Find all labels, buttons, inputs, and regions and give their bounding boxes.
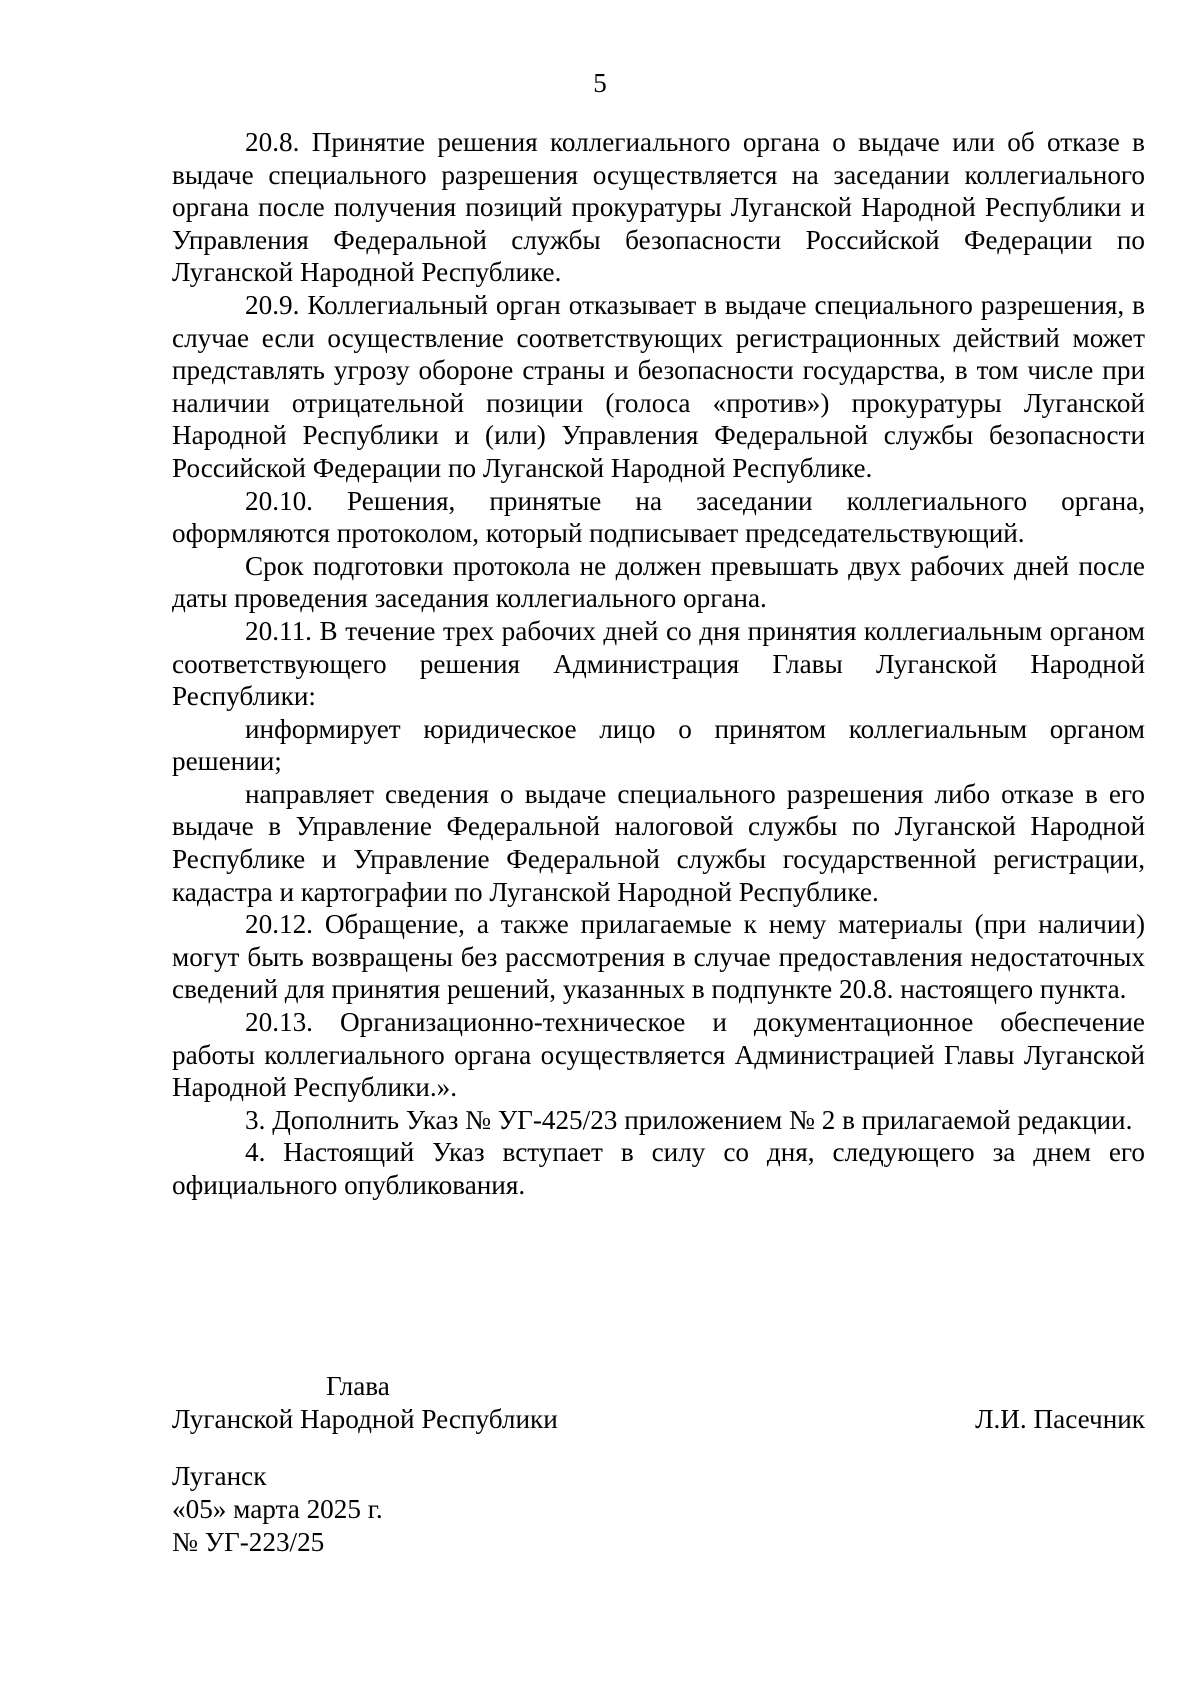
paragraph-informs: информирует юридическое лицо о принятом коллегиальным органом решении; xyxy=(172,713,1145,777)
footer-city: Луганск xyxy=(172,1461,267,1491)
paragraph-20-9: 20.9. Коллегиальный орган отказывает в выдаче специального разрешения, в случае если осуществление соответствующих регистрационных действий может представлять угрозу обороне страны и безопасности государства, в том числе при наличии отрицательной позиции (голоса «против») прокуратуры Луганской Народной Республики и (или) Управления Федеральной службы безопасности Российской Федерации по Луганской Народной Республике. xyxy=(172,289,1145,483)
signature-title-line1: Глава xyxy=(326,1371,390,1401)
signature-title-line2: Луганской Народной Республики xyxy=(172,1404,558,1434)
signatory-name: Л.И. Пасечник xyxy=(975,1404,1145,1434)
paragraph-protocol-deadline: Срок подготовки протокола не должен превышать двух рабочих дней после даты проведения заседания коллегиального органа. xyxy=(172,550,1145,614)
page-number: 5 xyxy=(593,68,607,98)
footer-decree-number: № УГ-223/25 xyxy=(172,1527,325,1557)
paragraph-sends-info: направляет сведения о выдаче специального разрешения либо отказе в его выдаче в Управление Федеральной налоговой службы по Луганской Народной Республике и Управление Федеральной службы государственной регистрации, кадастра и картографии по Луганской Народной Республике. xyxy=(172,778,1145,907)
paragraph-20-10: 20.10. Решения, принятые на заседании коллегиального органа, оформляются протоколом, который подписывает председательствующий. xyxy=(172,485,1145,549)
paragraph-20-12: 20.12. Обращение, а также прилагаемые к нему материалы (при наличии) могут быть возвращены без рассмотрения в случае предоставления недостаточных сведений для принятия решений, указанных в подпункте 20.8. настоящего пункта. xyxy=(172,909,1145,1005)
paragraph-20-13: 20.13. Организационно-техническое и документационное обеспечение работы коллегиального органа осуществляется Администрацией Главы Луганской Народной Республики.». xyxy=(172,1007,1145,1103)
footer-date: «05» марта 2025 г. xyxy=(172,1494,383,1524)
paragraph-item-3: 3. Дополнить Указ № УГ-425/23 приложением № 2 в прилагаемой редакции. xyxy=(245,1104,1133,1135)
paragraph-20-8: 20.8. Принятие решения коллегиального органа о выдаче или об отказе в выдаче специального разрешения осуществляется на заседании коллегиального органа после получения позиций прокуратуры Луганской Народной Республики и Управления Федеральной службы безопасности Российской Федерации по Луганской Народной Республике. xyxy=(172,127,1145,288)
document-body xyxy=(172,126,1145,1202)
paragraph-item-4: 4. Настоящий Указ вступает в силу со дня, следующего за днем его официального опубликования. xyxy=(172,1137,1145,1200)
paragraph-20-11: 20.11. В течение трех рабочих дней со дня принятия коллегиальным органом соответствующего решения Администрация Главы Луганской Народной Республики: xyxy=(172,615,1145,712)
